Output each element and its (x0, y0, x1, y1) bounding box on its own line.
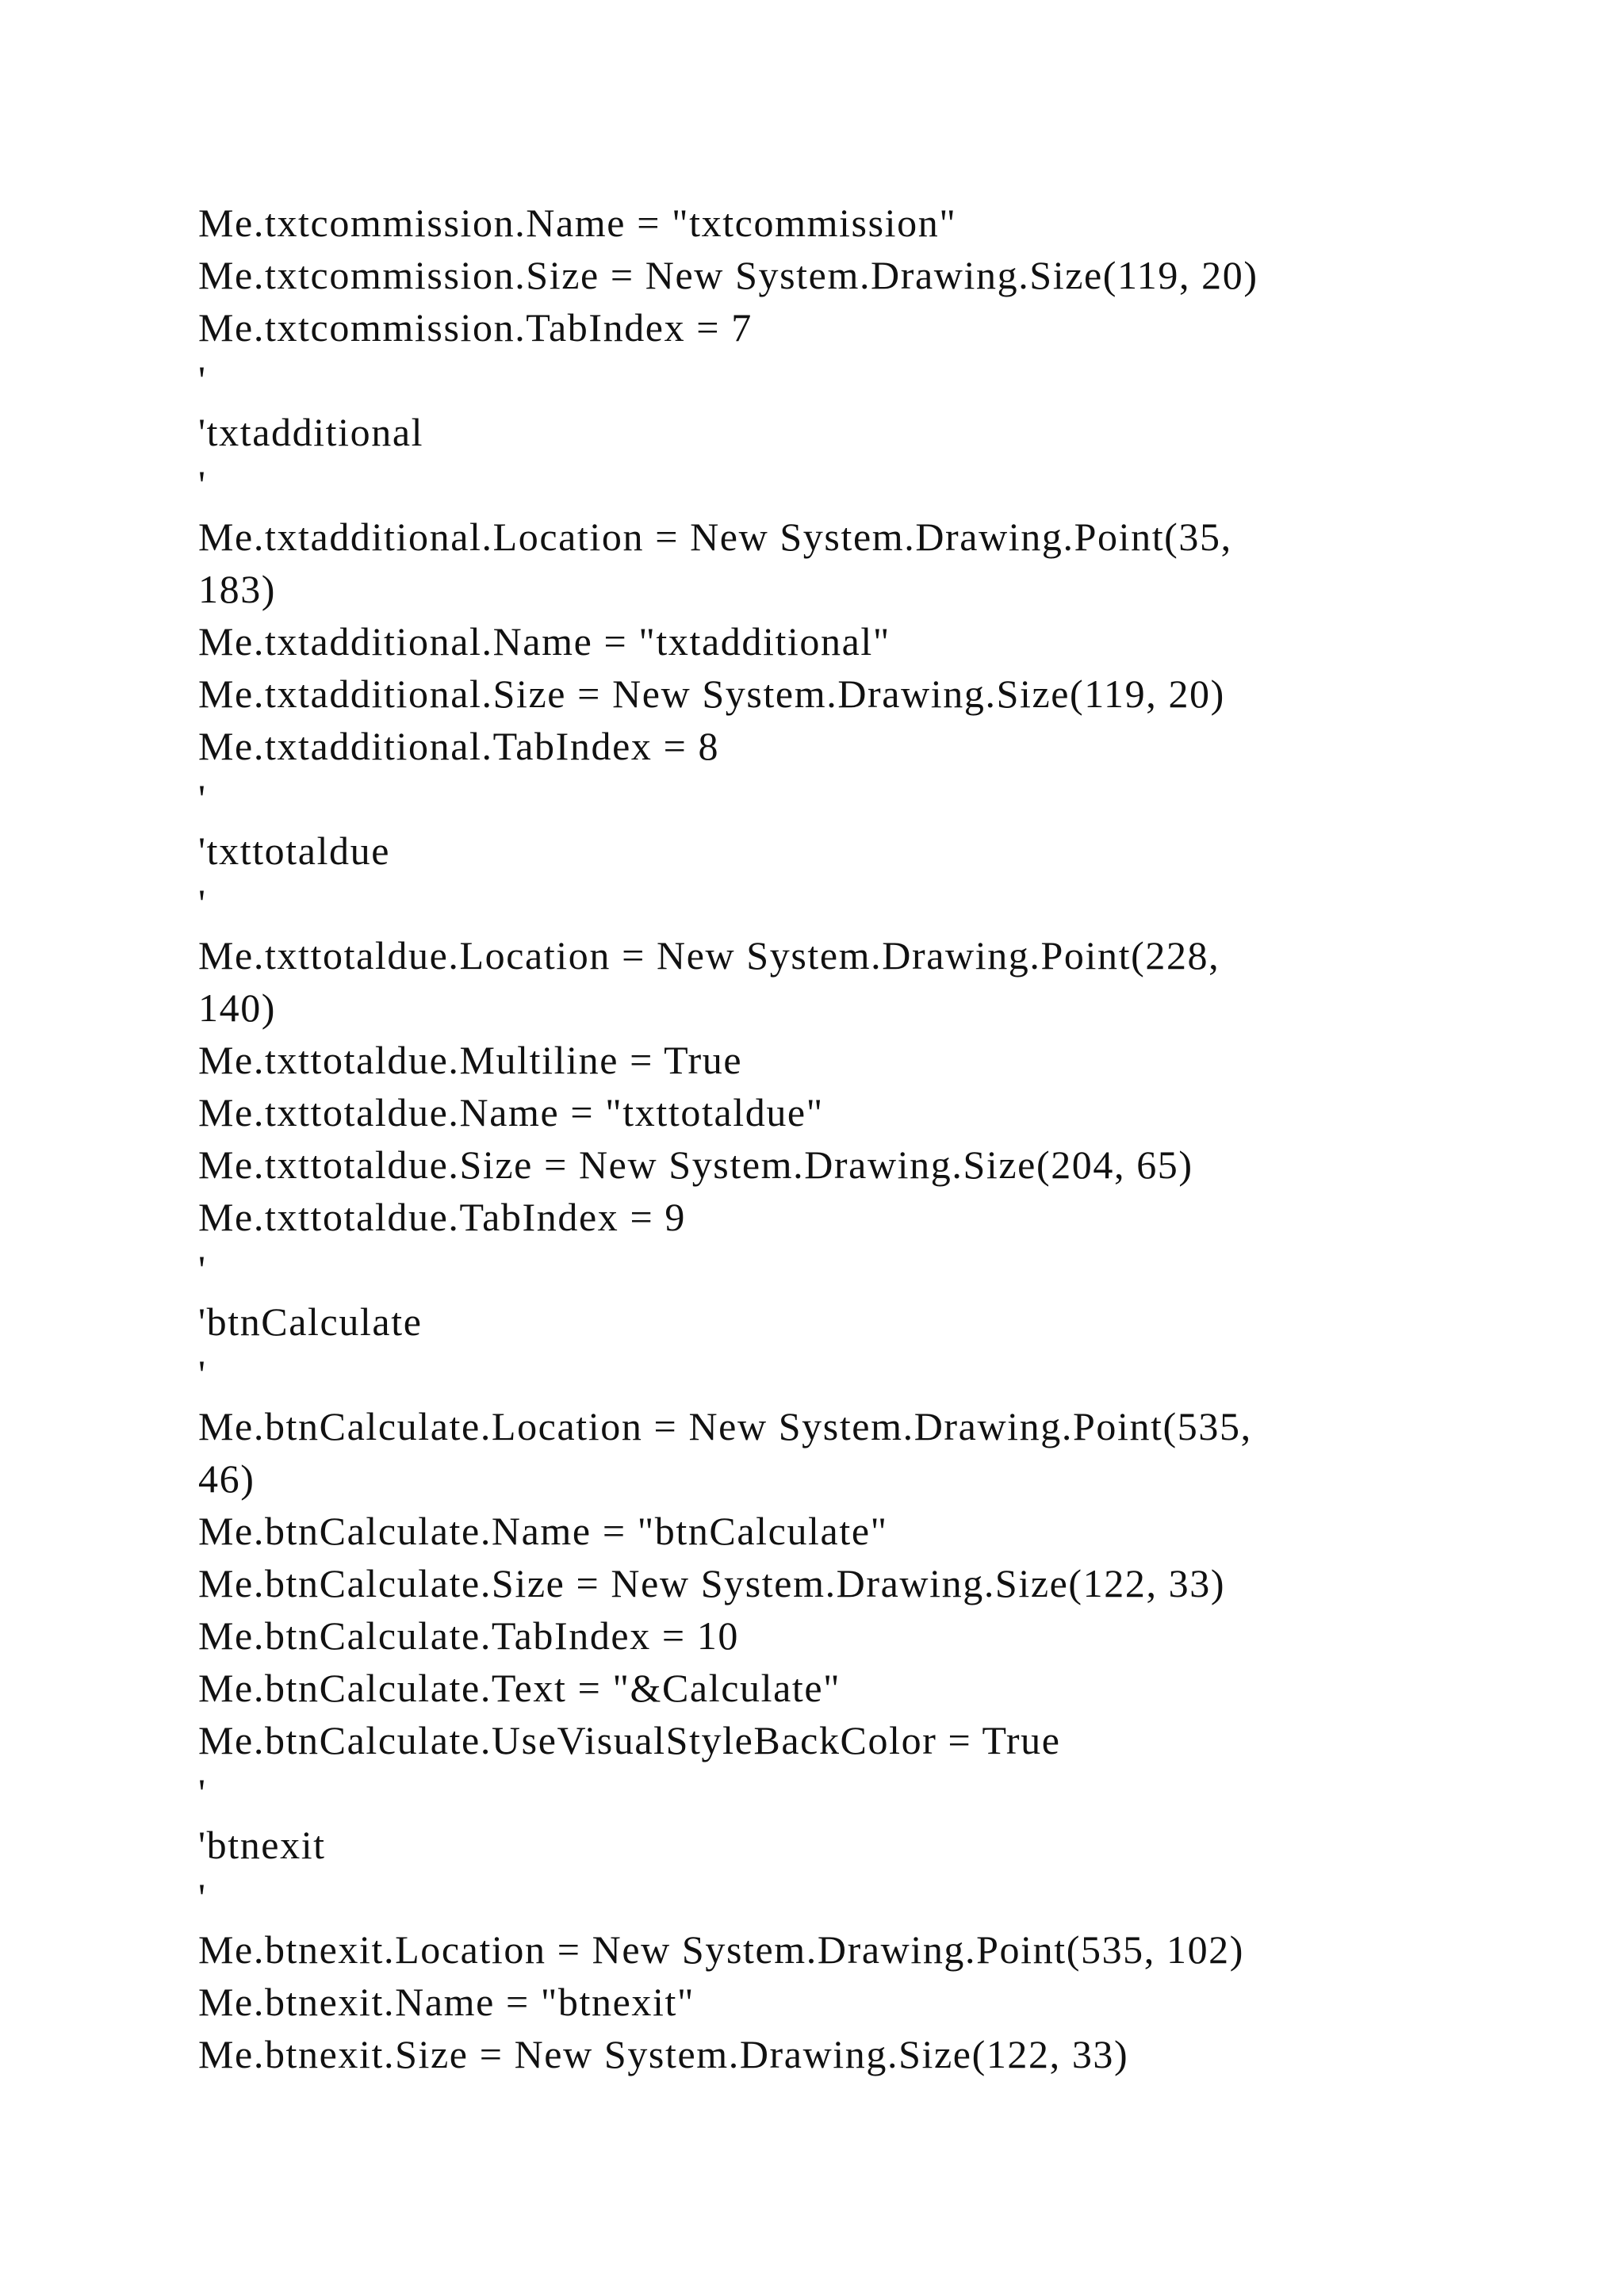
code-line-26: Me.btnCalculate.Name = "btnCalculate" (198, 1509, 888, 1553)
code-line-33: ' (198, 1875, 207, 1919)
code-line-12: ' (198, 776, 207, 821)
code-line-17: Me.txttotaldue.Multiline = True (198, 1038, 743, 1082)
code-line-20: Me.txttotaldue.TabIndex = 9 (198, 1195, 686, 1239)
code-line-28: Me.btnCalculate.TabIndex = 10 (198, 1613, 740, 1658)
code-listing (198, 197, 1435, 2080)
code-line-25: 46) (198, 1456, 255, 1501)
code-line-29: Me.btnCalculate.Text = "&Calculate" (198, 1666, 841, 1710)
code-line-21: ' (198, 1247, 207, 1292)
code-line-14: ' (198, 881, 207, 925)
code-line-32: 'btnexit (198, 1823, 326, 1867)
code-line-24: Me.btnCalculate.Location = New System.Drawing.Point(535, (198, 1404, 1252, 1448)
code-line-36: Me.btnexit.Size = New System.Drawing.Size(122, 33) (198, 2032, 1129, 2076)
code-line-27: Me.btnCalculate.Size = New System.Drawing.Size(122, 33) (198, 1561, 1226, 1605)
code-line-2: Me.txtcommission.Size = New System.Drawing.Size(119, 20) (198, 253, 1258, 297)
code-line-10: Me.txtadditional.Size = New System.Drawing.Size(119, 20) (198, 672, 1225, 716)
code-line-18: Me.txttotaldue.Name = "txttotaldue" (198, 1090, 824, 1135)
code-line-6: ' (198, 462, 207, 507)
code-line-15: Me.txttotaldue.Location = New System.Drawing.Point(228, (198, 933, 1220, 978)
code-line-1: Me.txtcommission.Name = "txtcommission" (198, 201, 957, 245)
code-line-11: Me.txtadditional.TabIndex = 8 (198, 724, 720, 768)
code-line-7: Me.txtadditional.Location = New System.Drawing.Point(35, (198, 515, 1232, 559)
code-line-16: 140) (198, 985, 277, 1030)
code-line-34: Me.btnexit.Location = New System.Drawing.Point(535, 102) (198, 1927, 1245, 1972)
code-line-3: Me.txtcommission.TabIndex = 7 (198, 305, 753, 350)
code-line-13: 'txttotaldue (198, 828, 391, 873)
code-line-30: Me.btnCalculate.UseVisualStyleBackColor = True (198, 1718, 1061, 1762)
code-line-9: Me.txtadditional.Name = "txtadditional" (198, 619, 891, 664)
code-line-35: Me.btnexit.Name = "btnexit" (198, 1980, 695, 2024)
code-line-5: 'txtadditional (198, 410, 424, 454)
code-line-31: ' (198, 1770, 207, 1815)
code-line-4: ' (198, 358, 207, 402)
code-line-22: 'btnCalculate (198, 1299, 423, 1344)
code-line-23: ' (198, 1352, 207, 1396)
code-line-19: Me.txttotaldue.Size = New System.Drawing.Size(204, 65) (198, 1142, 1193, 1187)
code-line-8: 183) (198, 567, 277, 611)
